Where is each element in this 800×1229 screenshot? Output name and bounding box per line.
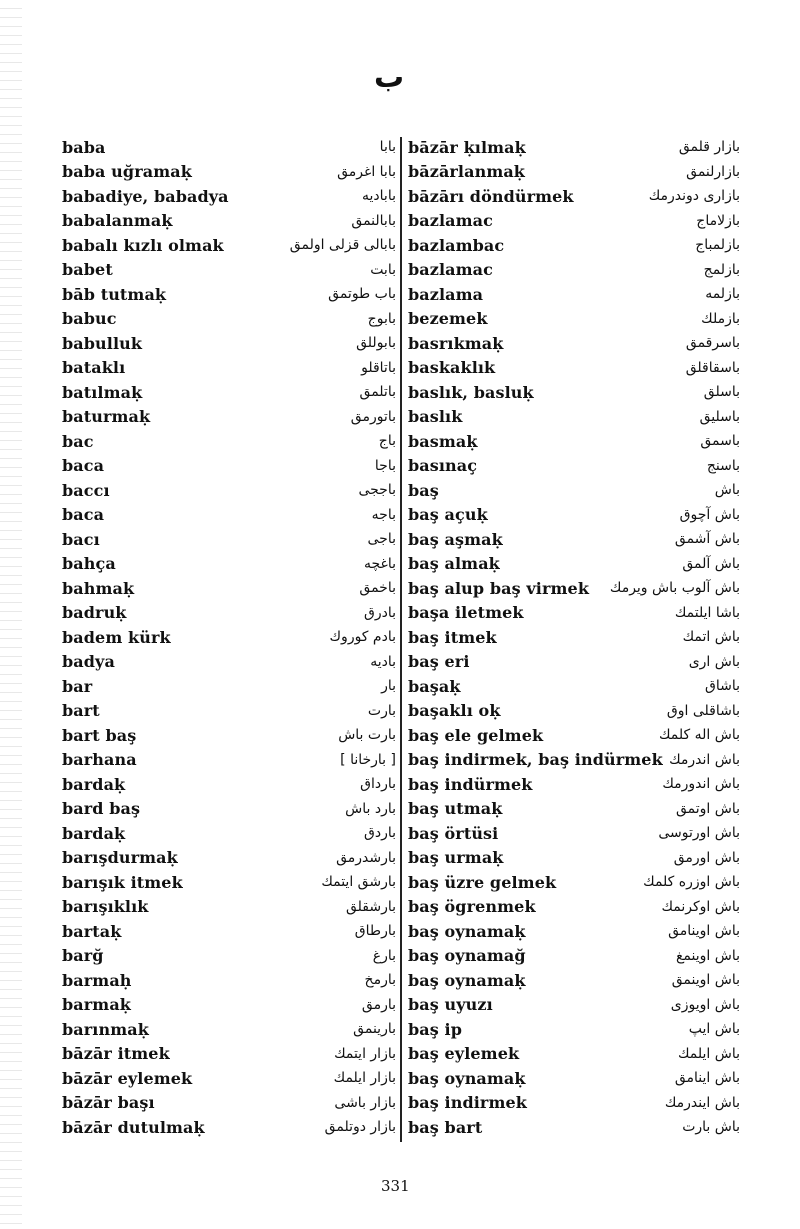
entry-latin: baş almaḳ xyxy=(408,554,500,574)
dictionary-entry xyxy=(62,1066,396,1091)
dictionary-entry xyxy=(408,846,740,871)
entry-arabic: بادرق xyxy=(363,604,396,621)
dictionary-entry xyxy=(408,307,740,332)
dictionary-entry xyxy=(408,968,740,993)
entry-latin: babalanmaḳ xyxy=(62,211,173,231)
entry-latin: basrıkmaḳ xyxy=(408,333,504,353)
entry-arabic: باغچه xyxy=(363,555,396,572)
entry-latin: baş eri xyxy=(408,652,470,672)
entry-latin: bart baş xyxy=(62,725,137,745)
entry-arabic: باش اندورمك xyxy=(662,776,740,793)
dictionary-entry xyxy=(62,209,396,234)
entry-arabic: بابت xyxy=(370,261,396,278)
entry-arabic: بارمخ xyxy=(364,972,396,989)
dictionary-entry xyxy=(62,919,396,944)
entry-latin: bataklı xyxy=(62,358,126,378)
dictionary-entry xyxy=(408,1042,740,1067)
dictionary-entry xyxy=(62,454,396,479)
entry-latin: baca xyxy=(62,505,105,525)
dictionary-entry xyxy=(408,723,740,748)
entry-arabic: بارت باش xyxy=(338,727,396,744)
dictionary-entry xyxy=(62,968,396,993)
entry-latin: bāzār başı xyxy=(62,1093,155,1113)
entry-latin: baş alup baş virmek xyxy=(408,578,590,598)
entry-latin: baturmaḳ xyxy=(62,407,151,427)
dictionary-entry xyxy=(408,601,740,626)
dictionary-entry xyxy=(408,797,740,822)
entry-arabic: باخمق xyxy=(359,580,396,597)
dictionary-entry xyxy=(408,527,740,552)
dictionary-entry xyxy=(408,184,740,209)
entry-latin: baş oynamaḳ xyxy=(408,921,526,941)
entry-arabic: بازار باشى xyxy=(334,1094,396,1111)
entry-latin: baskaklık xyxy=(408,358,496,378)
entry-latin: baş utmaḳ xyxy=(408,799,503,819)
entry-latin: barışdurmaḳ xyxy=(62,848,178,868)
entry-arabic: باش اورمق xyxy=(673,849,740,866)
dictionary-entry xyxy=(62,723,396,748)
entry-arabic: بارطاق xyxy=(354,923,396,940)
dictionary-entry xyxy=(62,625,396,650)
entry-latin: baş itmek xyxy=(408,627,497,647)
dictionary-entry xyxy=(408,233,740,258)
dictionary-entry xyxy=(62,233,396,258)
dictionary-entry xyxy=(408,209,740,234)
entry-arabic: باشا ايلتمك xyxy=(674,604,740,621)
entry-latin: baca xyxy=(62,456,105,476)
entry-latin: bar xyxy=(62,676,93,696)
dictionary-entry xyxy=(62,846,396,871)
dictionary-entry xyxy=(408,748,740,773)
entry-arabic: باباديه xyxy=(362,188,396,205)
entry-latin: baba xyxy=(62,137,106,157)
entry-latin: barhana xyxy=(62,750,137,770)
dictionary-entry xyxy=(62,135,396,160)
entry-arabic: باش آشمق xyxy=(674,531,740,548)
entry-arabic: باج xyxy=(378,433,396,450)
dictionary-entry xyxy=(408,454,740,479)
entry-latin: babuc xyxy=(62,309,117,329)
dictionary-entry xyxy=(408,405,740,430)
entry-latin: barmaḥ xyxy=(62,970,132,990)
entry-arabic: باش اوزره كلمك xyxy=(643,874,740,891)
entry-arabic: باسلق xyxy=(703,384,740,401)
dictionary-entry xyxy=(62,160,396,185)
dictionary-entry xyxy=(408,282,740,307)
dictionary-entry xyxy=(62,748,396,773)
entry-arabic: بازملك xyxy=(701,310,740,327)
entry-arabic: باتورمق xyxy=(350,408,396,425)
dictionary-entry xyxy=(62,944,396,969)
entry-arabic: باتاقلو xyxy=(361,359,396,376)
dictionary-entry xyxy=(408,258,740,283)
section-letter: ب xyxy=(374,60,405,95)
entry-latin: bazlamac xyxy=(408,260,493,280)
entry-arabic: باش اويوزى xyxy=(670,996,740,1013)
entry-latin: baslık xyxy=(408,407,463,427)
entry-arabic: بازار قلمق xyxy=(678,139,740,156)
dictionary-entry xyxy=(408,1091,740,1116)
dictionary-entry xyxy=(62,478,396,503)
dictionary-entry xyxy=(408,870,740,895)
entry-arabic: باش بارت xyxy=(682,1119,740,1136)
entry-latin: baş urmaḳ xyxy=(408,848,504,868)
dictionary-entry xyxy=(62,307,396,332)
entry-arabic: بارت xyxy=(367,702,396,719)
dictionary-entry xyxy=(408,160,740,185)
entry-latin: bāzār ḳılmaḳ xyxy=(408,137,526,157)
entry-arabic: باش اوتمق xyxy=(675,800,740,817)
entry-arabic: بابا اغرمق xyxy=(337,163,396,180)
dictionary-entry xyxy=(408,331,740,356)
entry-arabic: بارشدرمق xyxy=(336,849,396,866)
entry-latin: bartaḳ xyxy=(62,921,122,941)
entry-latin: baş indirmek xyxy=(408,1093,527,1113)
dictionary-entry xyxy=(408,674,740,699)
entry-arabic: بارداق xyxy=(360,776,396,793)
entry-latin: baba uğramaḳ xyxy=(62,162,192,182)
entry-latin: baş uyuzı xyxy=(408,995,493,1015)
dictionary-entry xyxy=(408,944,740,969)
entry-latin: başaklı oḳ xyxy=(408,701,501,721)
entry-arabic: باش xyxy=(714,482,740,499)
entry-arabic: باش ايندرمك xyxy=(664,1094,740,1111)
entry-latin: bard baş xyxy=(62,799,141,819)
entry-latin: baş eylemek xyxy=(408,1044,520,1064)
entry-arabic: باش آچوق xyxy=(679,506,740,523)
entry-arabic: بار xyxy=(381,678,396,695)
entry-arabic: بازار دوتلمق xyxy=(324,1119,396,1136)
dictionary-entry xyxy=(408,135,740,160)
dictionary-entry xyxy=(408,699,740,724)
dictionary-entry xyxy=(62,870,396,895)
entry-arabic: بازار ايلمك xyxy=(333,1070,396,1087)
entry-arabic: باجا xyxy=(374,457,396,474)
entry-latin: barmaḳ xyxy=(62,995,131,1015)
dictionary-entry xyxy=(62,184,396,209)
page-number: 331 xyxy=(381,1177,410,1195)
entry-latin: bāzārlanmaḳ xyxy=(408,162,525,182)
entry-latin: babet xyxy=(62,260,113,280)
entry-latin: bahça xyxy=(62,554,116,574)
entry-latin: badem kürk xyxy=(62,627,171,647)
dictionary-entry xyxy=(62,797,396,822)
entry-arabic: باججى xyxy=(358,482,396,499)
entry-latin: badruḳ xyxy=(62,603,127,623)
entry-arabic: باش ايلمك xyxy=(677,1045,740,1062)
entry-latin: bāzār eylemek xyxy=(62,1068,193,1088)
entry-arabic: باجى xyxy=(367,531,396,548)
dictionary-entry xyxy=(62,356,396,381)
entry-arabic: باش اينامق xyxy=(674,1070,740,1087)
entry-latin: barışık itmek xyxy=(62,872,183,892)
dictionary-entry xyxy=(62,1042,396,1067)
entry-arabic: باديه xyxy=(370,653,396,670)
entry-latin: bardaḳ xyxy=(62,823,126,843)
entry-latin: bāb tutmaḳ xyxy=(62,284,167,304)
entry-arabic: باردق xyxy=(363,825,396,842)
entry-arabic: باش اتمك xyxy=(682,629,740,646)
entry-latin: barışıklık xyxy=(62,897,149,917)
entry-latin: baş ele gelmek xyxy=(408,725,544,745)
entry-latin: barınmaḳ xyxy=(62,1019,149,1039)
entry-latin: bāzār dutulmaḳ xyxy=(62,1117,205,1137)
entry-arabic: باش آلمق xyxy=(682,555,740,572)
dictionary-entry xyxy=(408,895,740,920)
entry-arabic: بابوج xyxy=(367,310,396,327)
entry-arabic: باش اله كلمك xyxy=(658,727,740,744)
entry-latin: bāzār itmek xyxy=(62,1044,170,1064)
entry-arabic: بازلمج xyxy=(703,261,740,278)
dictionary-entry xyxy=(408,993,740,1018)
entry-latin: baslık, basluḳ xyxy=(408,382,534,402)
entry-arabic: بازارلنمق xyxy=(686,163,740,180)
entry-arabic: باجه xyxy=(371,506,396,523)
dictionary-entry xyxy=(408,919,740,944)
dictionary-entry xyxy=(408,552,740,577)
dictionary-entry xyxy=(62,1115,396,1140)
entry-arabic: بارمق xyxy=(361,996,396,1013)
entry-arabic: باش اوينامق xyxy=(668,923,740,940)
dictionary-entry xyxy=(62,527,396,552)
entry-arabic: بابوللق xyxy=(356,335,396,352)
entry-arabic: بارشق ايتمك xyxy=(321,874,396,891)
right-column xyxy=(408,135,740,1140)
column-divider xyxy=(400,137,402,1142)
entry-arabic: باش اوكرنمك xyxy=(661,898,740,915)
entry-latin: bardaḳ xyxy=(62,774,126,794)
left-column xyxy=(62,135,396,1140)
entry-arabic: بادم كوروك xyxy=(329,629,396,646)
entry-arabic: باش اندرمك xyxy=(669,751,740,768)
entry-arabic: بازلمباج xyxy=(695,237,740,254)
entry-arabic: باشاق xyxy=(704,678,740,695)
entry-arabic: باشاقلى اوق xyxy=(666,702,740,719)
entry-latin: baş üzre gelmek xyxy=(408,872,557,892)
entry-arabic: [ بارخانا ] xyxy=(340,751,396,768)
dictionary-entry xyxy=(408,429,740,454)
entry-latin: bac xyxy=(62,431,94,451)
dictionary-entry xyxy=(62,1091,396,1116)
entry-latin: batılmaḳ xyxy=(62,382,143,402)
entry-arabic: باش آلوب باش ويرمك xyxy=(609,580,740,597)
dictionary-entry xyxy=(62,674,396,699)
entry-latin: bazlamac xyxy=(408,211,493,231)
entry-arabic: بارشقلق xyxy=(345,898,396,915)
entry-latin: bezemek xyxy=(408,309,488,329)
dictionary-entry xyxy=(408,1115,740,1140)
entry-latin: babulluk xyxy=(62,333,143,353)
dictionary-entry xyxy=(62,552,396,577)
dictionary-entry xyxy=(62,258,396,283)
dictionary-entry xyxy=(62,380,396,405)
entry-latin: baş ip xyxy=(408,1019,462,1039)
entry-latin: baş açuḳ xyxy=(408,505,488,525)
entry-arabic: بارغ xyxy=(372,947,396,964)
entry-arabic: بارد باش xyxy=(345,800,396,817)
entry-latin: baş oynamaḳ xyxy=(408,1068,526,1088)
entry-latin: baş aşmaḳ xyxy=(408,529,503,549)
dictionary-entry xyxy=(62,405,396,430)
entry-latin: baş xyxy=(408,480,439,500)
entry-latin: baş indirmek, baş indürmek xyxy=(408,750,663,770)
entry-arabic: بازلمه xyxy=(705,286,740,303)
dictionary-entry xyxy=(408,1066,740,1091)
dictionary-entry xyxy=(408,356,740,381)
dictionary-entry xyxy=(408,478,740,503)
dictionary-entry xyxy=(62,601,396,626)
entry-latin: başaḳ xyxy=(408,676,461,696)
entry-latin: bahmaḳ xyxy=(62,578,135,598)
entry-arabic: بابا xyxy=(379,139,396,156)
entry-arabic: باش اورتوسى xyxy=(658,825,740,842)
entry-arabic: باسليق xyxy=(699,408,740,425)
entry-latin: baş oynamağ xyxy=(408,946,526,966)
entry-arabic: بابالى قزلى اولمق xyxy=(289,237,396,254)
entry-latin: baş bart xyxy=(408,1117,483,1137)
entry-latin: baş ögrenmek xyxy=(408,897,536,917)
entry-latin: babadiye, babadya xyxy=(62,186,229,206)
dictionary-entry xyxy=(408,503,740,528)
entry-arabic: باب طوتمق xyxy=(328,286,396,303)
dictionary-entry xyxy=(62,503,396,528)
dictionary-entry xyxy=(62,993,396,1018)
entry-arabic: باسقاقلق xyxy=(685,359,740,376)
scan-margin xyxy=(0,0,22,1229)
dictionary-entry xyxy=(408,821,740,846)
entry-latin: baş oynamaḳ xyxy=(408,970,526,990)
dictionary-entry xyxy=(408,650,740,675)
entry-arabic: باش اوينمق xyxy=(671,972,740,989)
dictionary-entry xyxy=(62,576,396,601)
entry-arabic: بازلاماج xyxy=(696,212,740,229)
entry-latin: bazlama xyxy=(408,284,484,304)
entry-latin: babalı kızlı olmak xyxy=(62,235,224,255)
entry-latin: baş örtüsi xyxy=(408,823,499,843)
dictionary-entry xyxy=(62,699,396,724)
dictionary-entry xyxy=(408,1017,740,1042)
entry-latin: bart xyxy=(62,701,100,721)
dictionary-entry xyxy=(62,650,396,675)
dictionary-entry xyxy=(408,625,740,650)
entry-arabic: باسمق xyxy=(700,433,740,450)
entry-latin: başa iletmek xyxy=(408,603,524,623)
entry-latin: bacı xyxy=(62,529,100,549)
entry-arabic: باش اوينمغ xyxy=(675,947,740,964)
dictionary-entry xyxy=(62,895,396,920)
entry-latin: bazlambac xyxy=(408,235,505,255)
entry-latin: baş indürmek xyxy=(408,774,533,794)
entry-latin: barğ xyxy=(62,946,104,966)
entry-arabic: بازارى دوندرمك xyxy=(648,188,740,205)
entry-arabic: بارينمق xyxy=(353,1021,396,1038)
entry-arabic: باش ايپ xyxy=(688,1021,740,1038)
entry-arabic: بازار ايتمك xyxy=(334,1045,396,1062)
dictionary-entry xyxy=(62,1017,396,1042)
entry-arabic: باتلمق xyxy=(359,384,396,401)
entry-latin: badya xyxy=(62,652,115,672)
dictionary-entry xyxy=(408,380,740,405)
dictionary-entry xyxy=(408,772,740,797)
entry-latin: bāzārı döndürmek xyxy=(408,186,574,206)
dictionary-entry xyxy=(62,429,396,454)
dictionary-entry xyxy=(62,772,396,797)
entry-arabic: باسنج xyxy=(706,457,740,474)
dictionary-entry xyxy=(62,821,396,846)
entry-latin: basmaḳ xyxy=(408,431,478,451)
entry-latin: basınaç xyxy=(408,456,478,476)
entry-arabic: باسرقمق xyxy=(685,335,740,352)
entry-arabic: بابالنمق xyxy=(351,212,396,229)
dictionary-entry xyxy=(408,576,740,601)
dictionary-entry xyxy=(62,331,396,356)
entry-arabic: باش ارى xyxy=(688,653,740,670)
dictionary-entry xyxy=(62,282,396,307)
entry-latin: baccı xyxy=(62,480,110,500)
